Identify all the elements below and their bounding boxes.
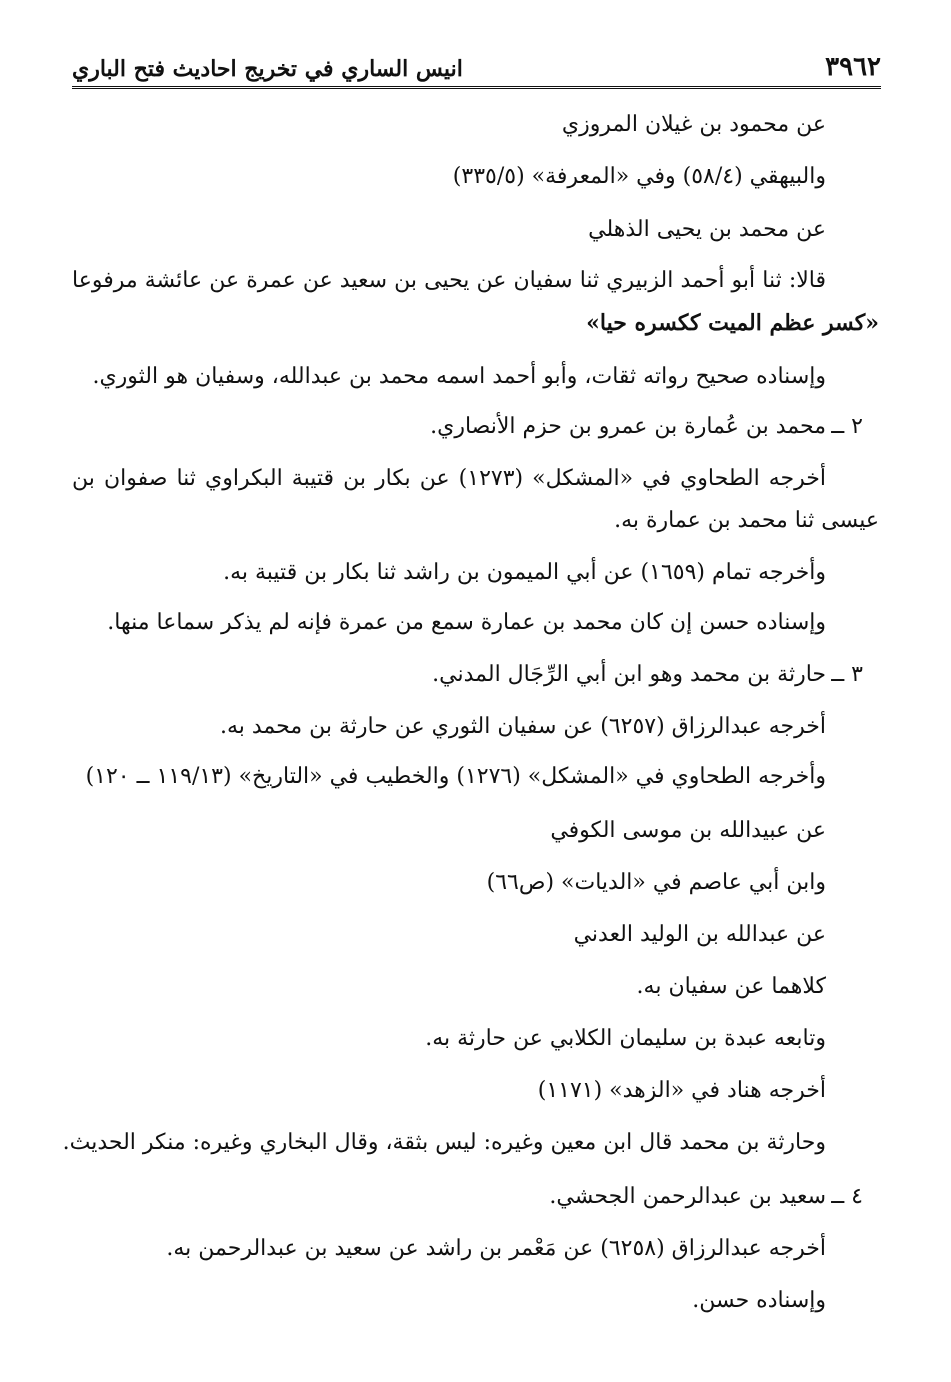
narrator-heading: محمد بن عُمارة بن عمرو بن حزم الأنصاري. bbox=[430, 414, 826, 439]
text-line: وتابعه عبدة بن سليمان الكلابي عن حارثة به. bbox=[425, 1026, 826, 1051]
narrator-heading: حارثة بن محمد وهو ابن أبي الرِّجَال المدني. bbox=[432, 662, 826, 687]
text-line: وابن أبي عاصم في «الديات» (ص٦٦) bbox=[486, 870, 826, 895]
text-line: والبيهقي (٥٨/٤) وفي «المعرفة» (٣٣٥/٥) bbox=[452, 164, 826, 189]
text-line: وحارثة بن محمد قال ابن معين وغيره: ليس بثقة، وقال البخاري وغيره: منكر الحديث. bbox=[62, 1130, 826, 1155]
text-line: عيسى ثنا محمد بن عمارة به. bbox=[614, 508, 879, 533]
item-number: ٣ ــ bbox=[831, 662, 863, 687]
text-line: وإسناده حسن إن كان محمد بن عمارة سمع من عمرة فإنه لم يذكر سماعا منها. bbox=[107, 610, 826, 635]
text-line: أخرجه عبدالرزاق (٦٢٥٧) عن سفيان الثوري عن حارثة بن محمد به. bbox=[219, 714, 826, 739]
text-line: قالا: ثنا أبو أحمد الزبيري ثنا سفيان عن يحيى بن سعيد عن عمرة عن عائشة مرفوعا bbox=[72, 268, 826, 293]
text-line: وإسناده حسن. bbox=[692, 1288, 826, 1313]
text-line: عن عبدالله بن الوليد العدني bbox=[573, 922, 826, 947]
item-number: ٤ ــ bbox=[831, 1184, 863, 1209]
text-line: وأخرجه تمام (١٦٥٩) عن أبي الميمون بن راشد ثنا بكار بن قتيبة به. bbox=[223, 560, 826, 585]
text-line: أخرجه الطحاوي في «المشكل» (١٢٧٣) عن بكار بن قتيبة البكراوي ثنا صفوان بن bbox=[72, 466, 827, 491]
narrator-heading: سعيد بن عبدالرحمن الجحشي. bbox=[549, 1184, 826, 1209]
text-line: أخرجه هناد في «الزهد» (١١٧١) bbox=[537, 1078, 826, 1103]
text-line: كلاهما عن سفيان به. bbox=[636, 974, 826, 999]
text-line: عن محمد بن يحيى الذهلي bbox=[588, 217, 826, 242]
hadith-text: «كسر عظم الميت ككسره حيا» bbox=[586, 310, 879, 336]
text-line: عن محمود بن غيلان المروزي bbox=[561, 112, 826, 137]
page-number: ٣٩٦٢ bbox=[825, 52, 881, 82]
page-header bbox=[72, 42, 881, 89]
text-line: أخرجه عبدالرزاق (٦٢٥٨) عن مَعْمر بن راشد عن سعيد بن عبدالرحمن به. bbox=[166, 1236, 826, 1261]
text-line: وإسناده صحيح رواته ثقات، وأبو أحمد اسمه محمد بن عبدالله، وسفيان هو الثوري. bbox=[92, 364, 826, 389]
book-title: انيس الساري في تخريج احاديث فتح الباري bbox=[72, 56, 463, 82]
text-line: وأخرجه الطحاوي في «المشكل» (١٢٧٦) والخطيب في «التاريخ» (١١٩/١٣ ــ ١٢٠) bbox=[85, 764, 826, 789]
item-number: ٢ ــ bbox=[831, 414, 863, 439]
text-line: عن عبيدالله بن موسى الكوفي bbox=[550, 818, 826, 843]
